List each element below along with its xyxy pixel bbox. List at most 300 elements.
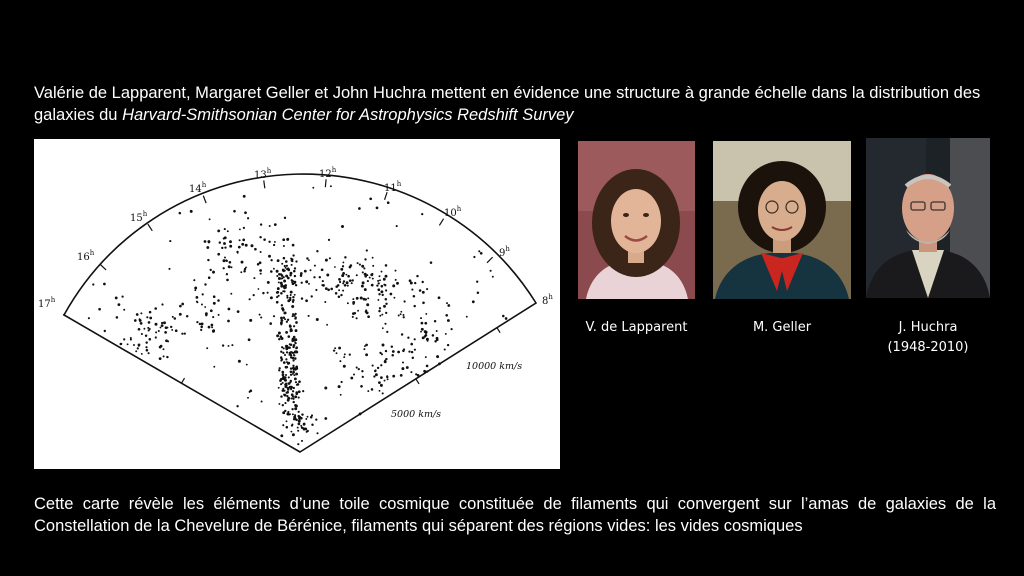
galaxy-dot <box>226 279 229 282</box>
galaxy-dot <box>436 337 439 340</box>
galaxy-dot <box>205 314 207 316</box>
galaxy-dot <box>88 317 90 319</box>
galaxy-dot <box>166 356 168 358</box>
galaxy-dot <box>276 275 278 277</box>
galaxy-dot <box>385 312 387 314</box>
galaxy-dot <box>472 300 475 303</box>
galaxy-dot <box>204 283 206 285</box>
galaxy-dot <box>281 337 284 340</box>
galaxy-dot <box>262 292 264 294</box>
galaxy-dot <box>287 363 289 365</box>
galaxy-dot <box>239 229 241 231</box>
galaxy-dot <box>315 418 317 420</box>
galaxy-dot <box>282 388 284 390</box>
galaxy-dot <box>288 335 291 338</box>
galaxy-dot <box>422 302 425 305</box>
galaxy-dot <box>385 289 387 291</box>
galaxy-dot <box>161 324 164 327</box>
galaxy-dot <box>311 295 313 297</box>
galaxy-dot <box>209 218 211 220</box>
galaxy-dot <box>385 264 388 267</box>
galaxy-dot <box>200 329 202 331</box>
galaxy-dot <box>278 369 280 371</box>
galaxy-dot <box>267 292 269 294</box>
galaxy-dot <box>208 326 211 329</box>
galaxy-dot <box>292 365 294 367</box>
galaxy-dot <box>378 381 381 384</box>
hour-label-13: 13$^h$ <box>254 167 272 181</box>
galaxy-dot <box>168 268 170 270</box>
galaxy-dot <box>165 339 168 342</box>
galaxy-dot <box>402 350 405 353</box>
galaxy-dot <box>161 303 163 305</box>
galaxy-dot <box>259 269 262 272</box>
galaxy-dot <box>295 392 298 395</box>
galaxy-dot <box>372 265 374 267</box>
galaxy-dot <box>377 367 379 369</box>
galaxy-dot <box>259 261 262 264</box>
galaxy-dot <box>303 423 306 426</box>
galaxy-dot <box>282 290 284 292</box>
galaxy-dot <box>138 345 140 347</box>
galaxy-dot <box>305 299 308 302</box>
galaxy-dot <box>276 301 279 304</box>
galaxy-dot <box>410 282 413 285</box>
galaxy-dot <box>294 342 296 344</box>
galaxy-dot <box>339 360 341 362</box>
galaxy-dot <box>301 282 303 284</box>
galaxy-dot <box>289 353 291 355</box>
galaxy-dot <box>403 314 405 316</box>
galaxy-dot <box>293 370 295 372</box>
caption-de-lapparent: V. de Lapparent <box>585 320 688 335</box>
galaxy-dot <box>282 373 285 376</box>
galaxy-dot <box>362 281 365 284</box>
galaxy-dot <box>286 268 288 270</box>
galaxy-dot <box>380 364 382 366</box>
galaxy-dot <box>291 281 293 283</box>
galaxy-dot <box>269 322 272 325</box>
galaxy-dot <box>304 270 307 273</box>
galaxy-dot <box>338 289 340 291</box>
galaxy-dot <box>158 330 160 332</box>
galaxy-dot <box>359 264 361 266</box>
galaxy-dot <box>278 338 280 340</box>
galaxy-dot <box>356 297 359 300</box>
galaxy-dot <box>259 236 261 238</box>
galaxy-dot <box>358 368 360 370</box>
galaxy-dot <box>226 273 228 275</box>
galaxy-dot <box>243 270 246 273</box>
galaxy-dot <box>254 248 257 251</box>
galaxy-dot <box>286 426 289 429</box>
galaxy-dot <box>292 296 294 298</box>
galaxy-dot <box>308 259 310 261</box>
galaxy-dot <box>414 338 416 340</box>
galaxy-dot <box>140 322 143 325</box>
galaxy-dot <box>282 404 284 406</box>
galaxy-dot <box>231 344 233 346</box>
galaxy-dot <box>326 274 329 277</box>
galaxy-dot <box>445 333 447 335</box>
galaxy-dot <box>280 356 282 358</box>
galaxy-dot <box>364 288 367 291</box>
galaxy-dot <box>285 358 287 360</box>
scale-label-5000: 5000 km/s <box>391 409 442 420</box>
galaxy-dot <box>292 301 294 303</box>
galaxy-dot <box>289 324 291 326</box>
galaxy-dot <box>502 315 505 318</box>
galaxy-dot <box>280 323 282 325</box>
galaxy-dot <box>385 275 388 278</box>
galaxy-dot <box>155 323 158 326</box>
galaxy-dot <box>400 313 402 315</box>
galaxy-dot <box>382 327 384 329</box>
galaxy-dot <box>287 346 289 348</box>
galaxy-dot <box>281 304 283 306</box>
galaxy-dot <box>284 402 286 404</box>
galaxy-dot <box>310 269 312 271</box>
galaxy-dot <box>290 380 292 382</box>
galaxy-dot <box>361 265 364 268</box>
galaxy-dot <box>395 270 397 272</box>
galaxy-dot <box>291 424 293 426</box>
galaxy-dot <box>352 316 354 318</box>
galaxy-dot <box>154 307 157 310</box>
galaxy-dot <box>278 403 280 405</box>
photo-de-lapparent <box>578 141 695 299</box>
galaxy-dot <box>297 443 299 445</box>
galaxy-dot <box>392 375 395 378</box>
caption-huchra: J. Huchra (1948-2010) <box>866 318 990 358</box>
galaxy-dot <box>477 292 480 295</box>
galaxy-dot <box>227 230 229 232</box>
galaxy-dot <box>292 373 294 375</box>
galaxy-dot <box>424 322 427 325</box>
galaxy-dot <box>207 240 210 243</box>
galaxy-dot <box>410 343 413 346</box>
galaxy-dot <box>367 280 369 282</box>
galaxy-dot <box>251 244 254 247</box>
galaxy-dot <box>445 314 448 317</box>
galaxy-dot <box>293 325 295 327</box>
galaxy-dot <box>367 390 369 392</box>
galaxy-dot <box>196 301 198 303</box>
galaxy-dot <box>400 311 402 313</box>
galaxy-dot <box>357 310 359 312</box>
galaxy-dot <box>287 411 289 413</box>
galaxy-dot <box>281 263 283 265</box>
galaxy-dot <box>421 213 423 215</box>
galaxy-dot <box>340 294 342 296</box>
hour-label-8: 8$^h$ <box>542 293 553 307</box>
galaxy-dot <box>292 346 294 348</box>
galaxy-dot <box>298 417 301 420</box>
galaxy-dot <box>377 280 379 282</box>
galaxy-dot <box>426 288 428 290</box>
galaxy-dot <box>291 305 294 308</box>
galaxy-dot <box>283 257 286 260</box>
galaxy-dot <box>171 329 173 331</box>
galaxy-dot <box>223 267 225 269</box>
galaxy-dot <box>223 242 226 245</box>
galaxy-dot <box>287 319 289 321</box>
galaxy-dot <box>371 388 374 391</box>
galaxy-dot <box>282 352 284 354</box>
galaxy-dot <box>181 333 183 335</box>
galaxy-dot <box>384 323 386 325</box>
galaxy-dot <box>341 381 343 383</box>
galaxy-dot <box>163 348 165 350</box>
galaxy-dot <box>492 276 494 278</box>
galaxy-dot <box>245 244 248 247</box>
galaxy-dot <box>294 355 296 357</box>
galaxy-dot <box>376 284 378 286</box>
galaxy-dot <box>327 288 330 291</box>
galaxy-dot <box>270 270 273 273</box>
galaxy-dot <box>295 381 297 383</box>
galaxy-dot <box>311 414 313 416</box>
galaxy-dot <box>325 287 328 290</box>
galaxy-dot <box>340 394 342 396</box>
galaxy-dot <box>372 278 374 280</box>
galaxy-dot <box>287 399 290 402</box>
galaxy-dot <box>316 432 318 434</box>
galaxy-dot <box>263 238 266 241</box>
galaxy-dot <box>294 294 296 296</box>
galaxy-dot <box>179 212 182 215</box>
galaxy-dot <box>268 241 270 243</box>
galaxy-dot <box>378 282 380 284</box>
galaxy-dot <box>371 273 373 275</box>
galaxy-dot <box>434 320 436 322</box>
galaxy-dot <box>319 276 321 278</box>
galaxy-dot <box>140 312 142 314</box>
galaxy-dot <box>138 328 141 331</box>
galaxy-dot <box>283 270 285 272</box>
galaxy-dot <box>290 294 292 296</box>
galaxy-dot <box>289 413 291 415</box>
galaxy-dot <box>284 284 287 287</box>
galaxy-dot <box>367 297 369 299</box>
galaxy-dot <box>281 282 283 284</box>
galaxy-dot <box>291 339 294 342</box>
galaxy-dot <box>420 317 422 319</box>
galaxy-dot <box>143 328 145 330</box>
galaxy-dot <box>330 288 333 291</box>
galaxy-dot <box>285 260 288 263</box>
galaxy-dot <box>426 365 429 368</box>
galaxy-dot <box>274 223 277 226</box>
galaxy-dot <box>219 241 221 243</box>
galaxy-dot <box>351 282 353 284</box>
galaxy-dot <box>118 303 121 306</box>
galaxy-dot <box>194 289 196 291</box>
galaxy-dot <box>343 356 345 358</box>
galaxy-dot <box>305 418 307 420</box>
galaxy-dot <box>300 272 303 275</box>
galaxy-dot <box>284 311 287 314</box>
galaxy-dot <box>356 367 358 369</box>
galaxy-dot <box>451 328 453 330</box>
galaxy-dot <box>190 210 193 213</box>
galaxy-dot <box>278 277 281 280</box>
galaxy-dot <box>344 353 346 355</box>
galaxy-dot <box>293 374 295 376</box>
galaxy-dot <box>292 390 294 392</box>
galaxy-dot <box>385 358 387 360</box>
galaxy-dot <box>324 301 326 303</box>
galaxy-dot <box>196 296 199 299</box>
galaxy-dot <box>259 314 261 316</box>
galaxy-dot <box>413 305 415 307</box>
galaxy-dot <box>365 344 368 347</box>
galaxy-dot <box>249 389 252 392</box>
galaxy-dot <box>229 240 232 243</box>
galaxy-dot <box>338 278 341 281</box>
galaxy-dot <box>287 388 289 390</box>
photo-huchra <box>866 138 990 298</box>
galaxy-dot <box>379 352 381 354</box>
galaxy-dot <box>289 297 291 299</box>
galaxy-dot <box>141 353 143 355</box>
galaxy-dot <box>217 299 220 302</box>
galaxy-dot <box>436 355 439 358</box>
galaxy-dot <box>307 416 309 418</box>
galaxy-dot <box>294 275 296 277</box>
galaxy-dot <box>297 427 299 429</box>
galaxy-dot <box>354 312 356 314</box>
galaxy-dot <box>422 336 425 339</box>
galaxy-dot <box>213 295 216 298</box>
galaxy-dot <box>362 376 364 378</box>
galaxy-dot <box>260 251 262 253</box>
galaxy-dot <box>285 392 287 394</box>
scale-label-10000: 10000 km/s <box>466 361 523 372</box>
galaxy-dot <box>292 244 295 247</box>
galaxy-dot <box>408 350 410 352</box>
galaxy-dot <box>293 387 295 389</box>
galaxy-dot <box>260 223 262 225</box>
galaxy-dot <box>447 304 450 307</box>
galaxy-dot <box>334 347 336 349</box>
galaxy-dot <box>283 347 285 349</box>
galaxy-dot <box>207 259 209 261</box>
galaxy-dot <box>293 401 295 403</box>
galaxy-dot <box>342 282 344 284</box>
galaxy-dot <box>279 367 281 369</box>
galaxy-dot <box>287 299 290 302</box>
galaxy-dot <box>345 274 347 276</box>
galaxy-dot <box>379 279 381 281</box>
galaxy-dot <box>295 367 297 369</box>
galaxy-dot <box>229 245 232 248</box>
galaxy-dot <box>227 320 230 323</box>
galaxy-dot <box>175 329 178 332</box>
galaxy-dot <box>379 275 381 277</box>
galaxy-dot <box>243 195 246 198</box>
galaxy-dot <box>217 230 220 233</box>
galaxy-dot <box>201 304 203 306</box>
galaxy-dot <box>295 419 298 422</box>
galaxy-dot <box>414 282 416 284</box>
galaxy-dot <box>253 294 255 296</box>
galaxy-dot <box>287 277 290 280</box>
galaxy-dot <box>382 294 384 296</box>
galaxy-dot <box>284 410 286 412</box>
galaxy-dot <box>241 261 244 264</box>
galaxy-dot <box>339 281 341 283</box>
galaxy-dot <box>480 252 483 255</box>
galaxy-dot <box>383 278 386 281</box>
galaxy-dot <box>380 376 383 379</box>
galaxy-dot <box>204 306 206 308</box>
galaxy-dot <box>385 298 388 301</box>
galaxy-dot <box>298 423 301 426</box>
hour-label-10: 10$^h$ <box>444 205 462 219</box>
galaxy-dot <box>278 281 280 283</box>
galaxy-dot <box>350 377 353 380</box>
galaxy-dot <box>395 279 397 281</box>
galaxy-dot <box>336 352 338 354</box>
galaxy-dot <box>306 257 308 259</box>
galaxy-dot <box>315 289 317 291</box>
galaxy-dot <box>164 331 167 334</box>
galaxy-dot <box>283 245 285 247</box>
galaxy-dot <box>141 333 143 335</box>
galaxy-dot <box>202 293 204 295</box>
galaxy-dot <box>246 364 248 366</box>
galaxy-dot <box>286 361 288 363</box>
galaxy-dot <box>283 276 285 278</box>
galaxy-dot <box>160 327 162 329</box>
galaxy-dot <box>325 259 328 262</box>
galaxy-dot <box>277 259 280 262</box>
galaxy-dot <box>362 271 364 273</box>
galaxy-dot <box>145 346 147 348</box>
galaxy-dot <box>284 318 286 320</box>
galaxy-dot <box>282 382 284 384</box>
galaxy-dot <box>305 280 308 283</box>
galaxy-dot <box>103 283 106 286</box>
galaxy-dot <box>387 201 390 204</box>
galaxy-dot <box>212 316 214 318</box>
galaxy-dot <box>363 267 365 269</box>
galaxy-dot <box>200 326 203 329</box>
galaxy-dot <box>381 314 383 316</box>
galaxy-dot <box>322 280 324 282</box>
galaxy-dot <box>360 297 363 300</box>
galaxy-dot <box>270 259 272 261</box>
survey-name: Harvard-Smithsonian Center for Astrophysics Redshift Survey <box>122 106 574 124</box>
galaxy-dot <box>115 296 118 299</box>
galaxy-dot <box>269 225 271 227</box>
galaxy-dot <box>376 207 379 210</box>
galaxy-dot <box>436 330 438 332</box>
galaxy-dot <box>210 309 213 312</box>
galaxy-dot <box>414 349 416 351</box>
galaxy-dot <box>222 344 224 346</box>
galaxy-dot <box>267 281 270 284</box>
galaxy-dot <box>280 273 282 275</box>
galaxy-dot <box>286 395 288 397</box>
galaxy-dot <box>206 246 209 249</box>
galaxy-dot <box>120 343 122 345</box>
galaxy-dot <box>294 282 296 284</box>
galaxy-dot <box>314 265 316 267</box>
galaxy-dot <box>340 268 343 271</box>
galaxy-dot <box>184 333 186 335</box>
